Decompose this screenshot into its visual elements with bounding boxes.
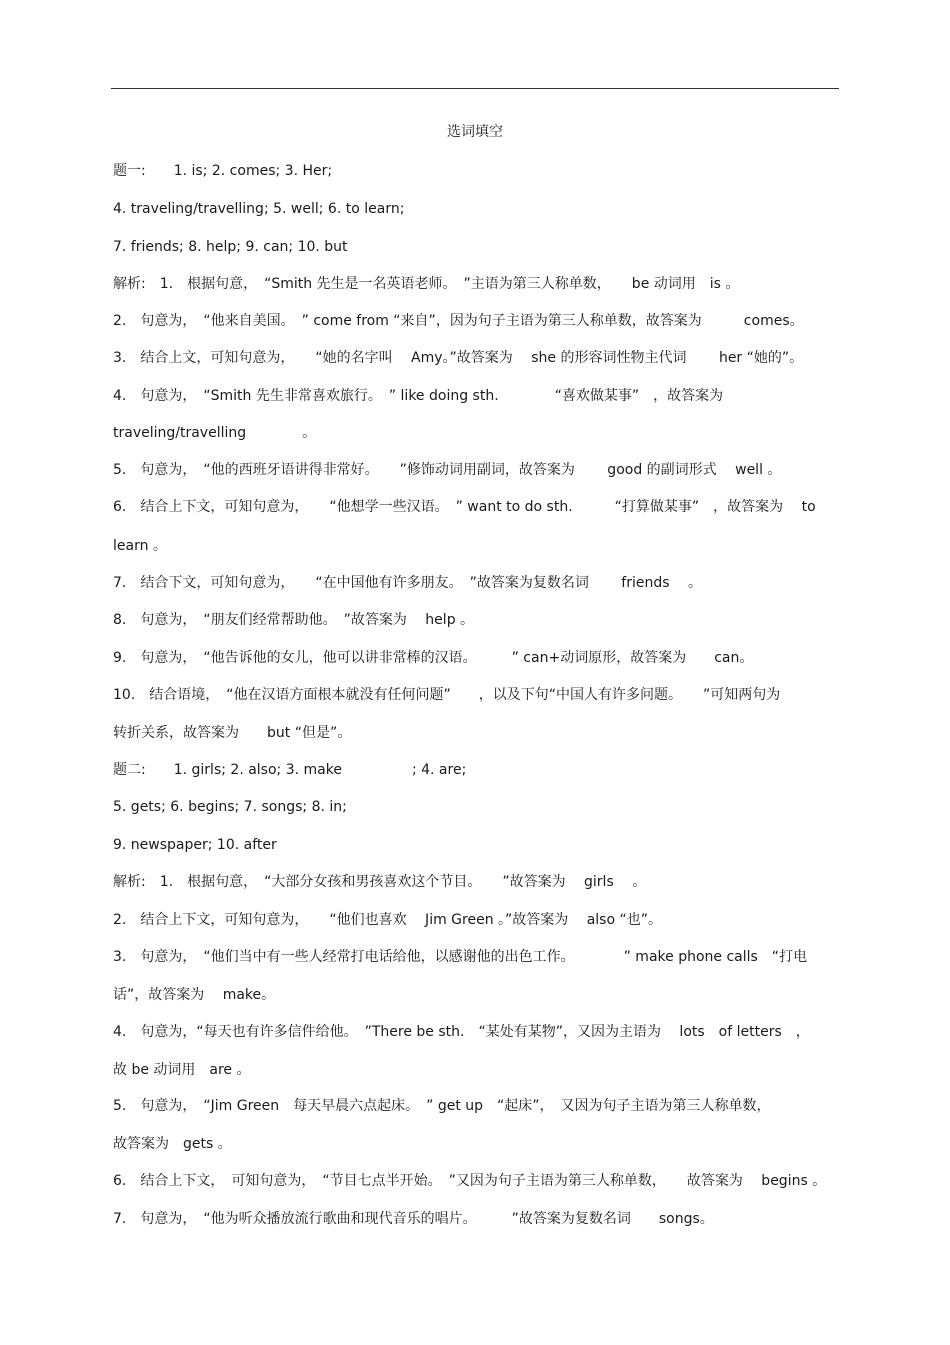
explanation-line: 3. 结合上文，可知句意为， “她的名字叫 Amy。”故答案为 she 的形容词性物主代词 her “她的”。 [113,350,804,366]
explanation-line: 2. 句意为， “他来自美国。 ” come from “来自”，因为句子主语为第三人称单数，故答案为 comes。 [113,313,804,329]
answer-line: 5. gets; 6. begins; 7. songs; 8. in; [113,799,347,815]
explanation-line: 5. 句意为， “他的西班牙语讲得非常好。 ”修饰动词用副词，故答案为 good 的副词形式 well 。 [113,462,782,478]
explanation-line: 故答案为 gets 。 [113,1136,232,1152]
explanation-line: 6. 结合上下文， 可知句意为， “节目七点半开始。 ”又因为句子主语为第三人称单数， 故答案为 begins 。 [113,1173,827,1189]
explanation-line: 3. 句意为， “他们当中有一些人经常打电话给他，以感谢他的出色工作。 ” make phone calls “打电 [113,949,808,965]
explanation-line: 6. 结合上下文，可知句意为， “他想学一些汉语。 ” want to do sth. “打算做某事” ，故答案为 to [113,499,816,515]
explanation-line: 7. 结合下文，可知句意为， “在中国他有许多朋友。 ”故答案为复数名词 friends 。 [113,575,703,591]
header-rule [111,88,839,89]
answer-line: 9. newspaper; 10. after [113,837,277,853]
explanation-line: 故 be 动词用 are 。 [113,1062,251,1078]
explanation-line: traveling/travelling 。 [113,425,317,441]
explanation-line: 7. 句意为， “他为听众播放流行歌曲和现代音乐的唱片。 ”故答案为复数名词 songs。 [113,1211,714,1227]
explanation-line: 解析: 1. 根据句意， “大部分女孩和男孩喜欢这个节目。 ”故答案为 girls 。 [113,874,647,890]
answer-line: 7. friends; 8. help; 9. can; 10. but [113,239,348,255]
explanation-line: 2. 结合上下文，可知句意为， “他们也喜欢 Jim Green 。”故答案为 also “也”。 [113,912,662,928]
explanation-line: 转折关系，故答案为 but “但是”。 [113,725,352,741]
explanation-line: 解析: 1. 根据句意， “Smith 先生是一名英语老师。 ”主语为第三人称单数， be 动词用 is 。 [113,276,740,292]
answer-line: 题二: 1. girls; 2. also; 3. make ; 4. are; [113,762,467,778]
explanation-line: 话”，故答案为 make。 [113,987,276,1003]
answer-line: 题一: 1. is; 2. comes; 3. Her; [113,163,333,179]
explanation-line: 5. 句意为， “Jim Green 每天早晨六点起床。 ” get up “起床”， 又因为句子主语为第三人称单数， [113,1098,771,1114]
explanation-line: 4. 句意为，“每天也有许多信件给他。 ”There be sth. “某处有某物”，又因为主语为 lots of letters ， [113,1024,810,1040]
document-title: 选词填空 [447,124,503,140]
explanation-line: learn 。 [113,538,167,554]
explanation-line: 4. 句意为， “Smith 先生非常喜欢旅行。 ” like doing sth. “喜欢做某事” ，故答案为 [113,388,724,404]
explanation-line: 8. 句意为， “朋友们经常帮助他。 ”故答案为 help 。 [113,612,475,628]
explanation-line: 10. 结合语境， “他在汉语方面根本就没有任何问题” ，以及下句“中国人有许多问题。 ”可知两句为 [113,687,781,703]
answer-line: 4. traveling/travelling; 5. well; 6. to learn; [113,201,405,217]
explanation-line: 9. 句意为， “他告诉他的女儿，他可以讲非常棒的汉语。 ” can+动词原形，故答案为 can。 [113,650,754,666]
